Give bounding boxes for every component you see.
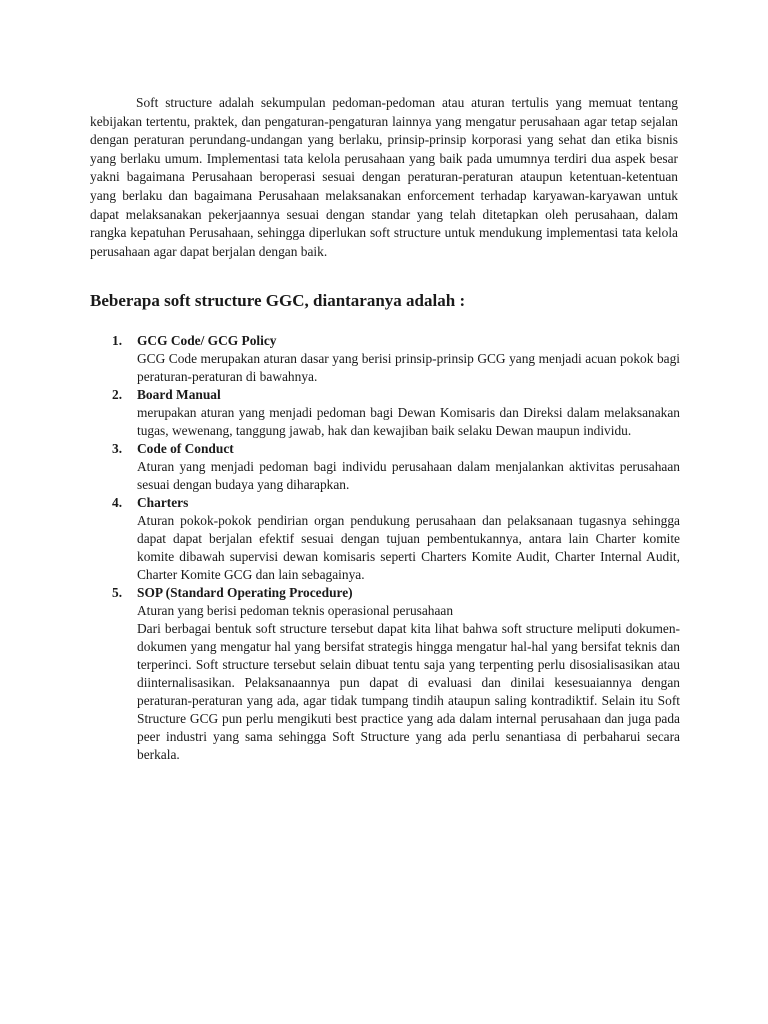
closing-paragraph: Dari berbagai bentuk soft structure tersebut dapat kita lihat bahwa soft structure meliputi dokumen-dokumen yang mengatur hal yang bersifat strategis hingga mengatur hal-hal yang bersifat teknis dan terperinci. Soft structure tersebut selain dibuat tentu saja yang terpenting perlu disosialisasikan atau diinternalisasikan. Pelaksanaannya pun dapat di evaluasi dan dinilai kesesuaiannya dengan peraturan-peraturan yang ada, agar tidak tumpang tindih ataupun saling kontradiktif. Selain itu Soft Structure GCG pun perlu mengikuti best practice yang ada dalam internal perusahaan dan juga pada peer industri yang sama sehingga Soft Structure yang ada perlu senantiasa di perbaharui secara berkala. (137, 621, 680, 762)
item-number: 3. (112, 441, 123, 456)
intro-paragraph: Soft structure adalah sekumpulan pedoman-pedoman atau aturan tertulis yang memuat tentang kebijakan tertentu, praktek, dan pengaturan-pengaturan lainnya yang mengatur perusahaan agar tetap sejalan dengan peraturan perundang-undangan yang berlaku, prinsip-prinsip korporasi yang sehat dan etika bisnis yang berlaku umum. Implementasi tata kelola perusahaan yang baik pada umumnya terdiri dua aspek besar yakni bagaimana Perusahaan beroperasi sesuai dengan peraturan-peraturan ataupun ketentuan-ketentuan yang berlaku dan bagaimana Perusahaan melaksanakan enforcement terhadap karyawan-karyawan untuk dapat melaksanakan pekerjaannya sesuai dengan standar yang telah ditetapkan oleh perusahaan, dalam rangka kepatuhan Perusahaan, sehingga diperlukan soft structure untuk mendukung implementasi tata kelola perusahaan agar dapat berjalan dengan baik. (90, 95, 678, 259)
item-number: 4. (112, 495, 123, 510)
item-number: 5. (112, 585, 123, 600)
list-item-sop (90, 584, 680, 764)
section-heading: Beberapa soft structure GGC, diantaranya adalah : (90, 291, 466, 310)
list-item-gcg-code (90, 332, 680, 386)
soft-structure-list (90, 332, 680, 764)
item-title: GCG Code/ GCG Policy (137, 333, 277, 348)
item-title: Charters (137, 495, 189, 510)
item-description: merupakan aturan yang menjadi pedoman bagi Dewan Komisaris dan Direksi dalam melaksanakan tugas, wewenang, tanggung jawab, hak dan kewajiban baik selaku Dewan maupun individu. (137, 405, 680, 438)
item-description: Aturan yang berisi pedoman teknis operasional perusahaan (137, 603, 454, 618)
item-title: Code of Conduct (137, 441, 234, 456)
item-description: Aturan yang menjadi pedoman bagi individu perusahaan dalam menjalankan aktivitas perusahaan sesuai dengan budaya yang diharapkan. (137, 459, 680, 492)
item-description: GCG Code merupakan aturan dasar yang berisi prinsip-prinsip GCG yang menjadi acuan pokok bagi peraturan-peraturan di bawahnya. (137, 351, 680, 384)
list-item-code-of-conduct (90, 440, 680, 494)
item-number: 1. (112, 333, 123, 348)
list-item-charters (90, 494, 680, 584)
item-number: 2. (112, 387, 123, 402)
item-title: Board Manual (137, 387, 221, 402)
item-description: Aturan pokok-pokok pendirian organ pendukung perusahaan dan pelaksanaan tugasnya sehingga dapat dapat berjalan efektif sesuai dengan tujuan pembentukannya, antara lain Charter komite komite dibawah supervisi dewan komisaris seperti Charters Komite Audit, Charter Internal Audit, Charter Komite GCG dan lain sebagainya. (137, 513, 680, 582)
list-item-board-manual (90, 386, 680, 440)
item-title: SOP (Standard Operating Procedure) (137, 585, 353, 600)
